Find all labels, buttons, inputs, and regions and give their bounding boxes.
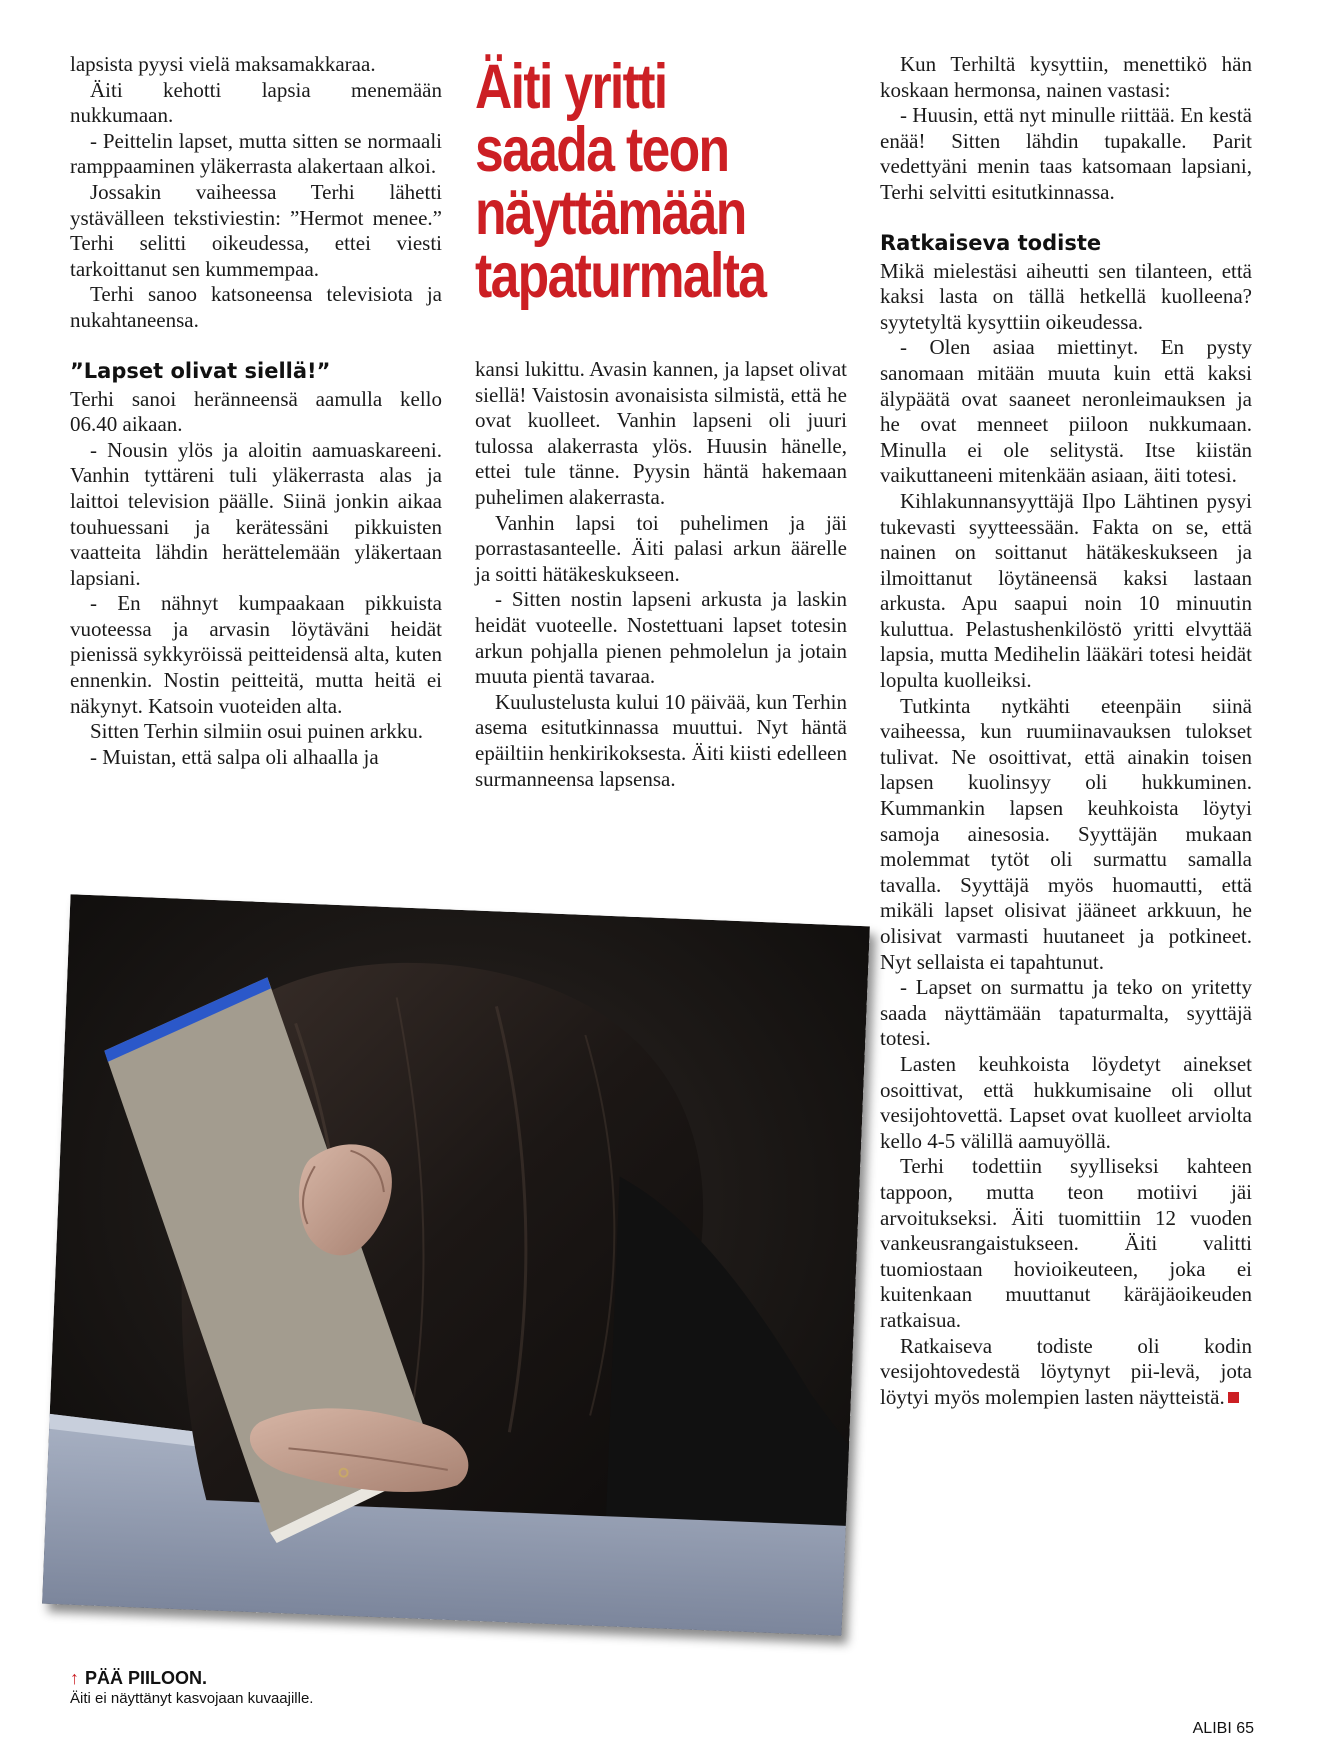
paragraph: Kihlakunnansyyttäjä Ilpo Lähtinen pysyi tukevasti syytteessään. Fakta on se, että nainen on soittanut hätäkeskukseen ja ilmoittanut löytäneensä kaksi lastaan arkusta. Apu saapui noin 10 minuutin kuluttua. Pelastushenkilöstö yritti elvyttää lapsia, mutta Medihelin lääkäri totesi heidät lopulta kuolleiksi. <box>880 488 1252 693</box>
paragraph: - Olen asiaa miettinyt. En pysty sanomaan mitään muuta kuin että kaksi älypäätä ovat saaneet neronleimauksen ja he ovat menneet piiloon nukkumaan. Minulla ei ole selitystä. Itse kiistän vaikuttaneeni mitenkään asiaan, äiti totesi. <box>880 335 1252 488</box>
paragraph: Terhi sanoi heränneensä aamulla kello 06.40 aikaan. <box>70 386 442 437</box>
subheading: ”Lapset olivat siellä!” <box>70 358 331 383</box>
final-paragraph-text: Ratkaiseva todiste oli kodin vesijohtovedestä löytynyt pii-levä, jota löytyi myös molempien lasten näytteistä. <box>880 1333 1252 1409</box>
paragraph: Mikä mielestäsi aiheutti sen tilanteen, että kaksi lasta on tällä hetkellä kuolleena? syytetyltä kysyttiin oikeudessa. <box>880 258 1252 334</box>
paragraph: - Huusin, että nyt minulle riittää. En kestä enää! Sitten lähdin tupakalle. Parit vedettyäni menin taas katsomaan lapsiani, Terhi selvitti esitutkinnassa. <box>880 103 1252 204</box>
paragraph: Kuulustelusta kului 10 päivää, kun Terhin asema esitutkinnassa muuttui. Nyt häntä epäiltiin henkirikoksesta. Äiti kiisti edelleen surmanneensa lapsensa. <box>475 689 847 791</box>
end-mark-icon <box>1228 1392 1239 1403</box>
paragraph: Vanhin lapsi toi puhelimen ja jäi porrastasanteelle. Äiti palasi arkun äärelle ja soitti hätäkeskukseen. <box>475 510 847 586</box>
paragraph: - Peittelin lapset, mutta sitten se normaali ramppaaminen yläkerrasta alakertaan alkoi. <box>70 128 442 179</box>
photo-caption <box>70 1668 570 1708</box>
arrow-up-icon: ↑ <box>70 1668 79 1688</box>
paragraph: Lasten keuhkoista löydetyt ainekset osoittivat, että hukkumisaine oli ollut vesijohtovettä. Lapset ovat kuolleet arviolta kello 4-5 välillä aamuyöllä. <box>880 1051 1252 1153</box>
paragraph: Kun Terhiltä kysyttiin, menettikö hän koskaan hermonsa, nainen vastasi: <box>880 52 1252 102</box>
column-2 <box>475 357 847 792</box>
caption-title-line <box>70 1668 570 1689</box>
paragraph: - En nähnyt kumpaakaan pikkuista vuoteessa ja arvasin löytäväni heidät pienissä sykkyröissä peitteidensä alta, kuten ennenkin. Nostin peitteitä, mutta heitä ei näkynyt. Katsoin vuoteiden alta. <box>70 591 442 718</box>
paragraph: Terhi sanoo katsoneensa televisiota ja nukahtaneensa. <box>70 282 442 332</box>
paragraph: Terhi todettiin syylliseksi kahteen tappoon, mutta teon motiivi jäi arvoitukseksi. Äiti tuomittiin 12 vuoden vankeusrangaistukseen. Äiti valitti tuomiostaan hovioikeuteen, joka ei kuitenkaan muuttanut käräjäoikeuden ratkaisua. <box>880 1154 1252 1332</box>
paragraph: Tutkinta nytkähti eteenpäin siinä vaiheessa, kun ruumiinavauksen tulokset tulivat. Ne osoittivat, että ainakin toisen lapsen kuolinsyy oli hukkuminen. Kummankin lapsen keuhkoista löytyi samoja ainesosia. Syyttäjän mukaan molemmat tytöt oli surmattu samalla tavalla. Syyttäjä myös huomautti, että mikäli lapset olisivat jääneet arkkuun, he olisivat varmasti huutaneet ja potkineet. Nyt sellaista ei tapahtunut. <box>880 693 1252 974</box>
paragraph: lapsista pyysi vielä maksamakkaraa. <box>70 52 376 76</box>
paragraph: - Nousin ylös ja aloitin aamuaskareeni. Vanhin tyttäreni tuli yläkerrasta alas ja laittoi television päälle. Siinä jonkin aikaa touhuessani ja kerätessäni pikkuisten vaatteita lähdin herättelemään yläkertaan lapsiani. <box>70 437 442 590</box>
column-3 <box>880 52 1252 1410</box>
paragraph: Jossakin vaiheessa Terhi lähetti ystävälleen tekstiviestin: ”Hermot menee.” Terhi selitti oikeudessa, ettei viesti tarkoittanut sen kummempaa. <box>70 179 442 281</box>
photo-image <box>42 894 870 1636</box>
paragraph: Sitten Terhin silmiin osui puinen arkku. <box>90 719 423 744</box>
caption-text: Äiti ei näyttänyt kasvojaan kuvaajille. <box>70 1690 314 1707</box>
photo <box>42 894 870 1636</box>
subheading: Ratkaiseva todiste <box>880 230 1102 255</box>
paragraph: - Lapset on surmattu ja teko on yritetty saada näyttämään tapaturmalta, syyttäjä totesi. <box>880 975 1252 1051</box>
page-folio: ALIBI 65 <box>1192 1720 1254 1737</box>
paragraph: - Sitten nostin lapseni arkusta ja laskin heidät vuoteelle. Nostettuani lapset totesin arkun pohjalla pienen pehmolelun ja jotain muuta pientä tavaraa. <box>475 587 847 689</box>
paragraph: - Muistan, että salpa oli alhaalla ja <box>90 744 379 769</box>
final-paragraph <box>880 1334 1252 1411</box>
caption-title: PÄÄ PIILOON. <box>85 1668 208 1688</box>
column-1 <box>70 52 442 770</box>
paragraph: Äiti kehotti lapsia menemään nukkumaan. <box>70 77 442 128</box>
headline: Äiti yritti saada teon näyttämään tapaturmalta <box>475 52 766 311</box>
paragraph: kansi lukittu. Avasin kannen, ja lapset olivat siellä! Vaistosin avonaisista silmistä, että he ovat kuolleet. Vanhin lapseni oli juuri tulossa alakerrasta ylös. Huusin hänelle, ettei tule tänne. Pyysin häntä hakemaan puhelimen alakerrasta. <box>475 357 847 509</box>
